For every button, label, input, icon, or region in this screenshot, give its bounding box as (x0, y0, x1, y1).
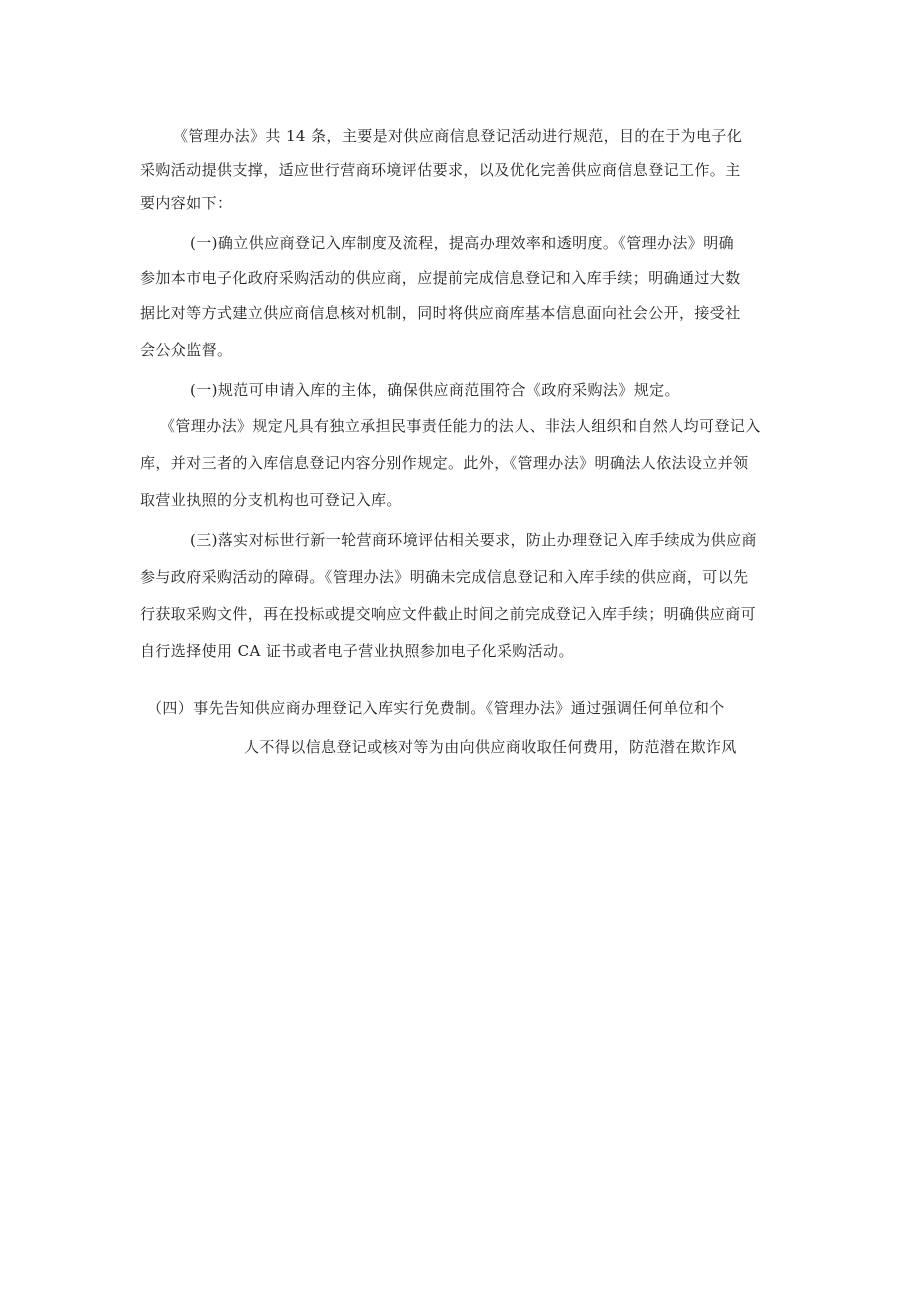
item-4-line-2: 人不得以信息登记或核对等为由向供应商收取任何费用，防范潜在欺诈风 (244, 738, 737, 756)
item-1-line-4: 会公众监督。 (140, 341, 233, 359)
item-1-line-1: (一)确立供应商登记入库制度及流程，提高办理效率和透明度。《管理办法》明确 (190, 234, 735, 252)
item-1-line-3: 据比对等方式建立供应商信息核对机制，同时将供应商库基本信息面向社会公开，接受社 (140, 304, 741, 322)
item-2-line-1: (一)规范可申请入库的主体，确保供应商范围符合《政府采购法》规定。 (190, 381, 680, 399)
item-3-line-3: 行获取采购文件，再在投标或提交响应文件截止时间之前完成登记入库手续；明确供应商可 (140, 605, 757, 623)
item-2-line-2: 《管理办法》规定凡具有独立承担民事责任能力的法人、非法人组织和自然人均可登记入 (160, 417, 761, 435)
item-2-line-4: 取营业执照的分支机构也可登记入库。 (140, 491, 402, 509)
item-3-line-1: (三)落实对标世行新一轮营商环境评估相关要求，防止办理登记入库手续成为供应商 (190, 531, 757, 549)
item-3-line-4: 自行选择使用 CA 证书或者电子营业执照参加电子化采购活动。 (140, 642, 574, 660)
intro-line-3: 要内容如下： (140, 194, 233, 212)
item-2-line-3: 库，并对三者的入库信息登记内容分别作规定。此外，《管理办法》明确法人依法设立并领 (140, 454, 749, 472)
item-3-line-2: 参与政府采购活动的障碍。《管理办法》明确未完成信息登记和入库手续的供应商，可以先 (140, 568, 749, 586)
intro-line-1: 《管理办法》共 14 条，主要是对供应商信息登记活动进行规范，目的在于为电子化 (173, 127, 743, 145)
item-1-line-2: 参加本市电子化政府采购活动的供应商，应提前完成信息登记和入库手续；明确通过大数 (140, 269, 741, 287)
item-4-line-1: （四）事先告知供应商办理登记入库实行免费制。《管理办法》通过强调任何单位和个 (147, 699, 725, 717)
intro-line-2: 采购活动提供支撑，适应世行营商环境评估要求，以及优化完善供应商信息登记工作。主 (140, 161, 741, 179)
